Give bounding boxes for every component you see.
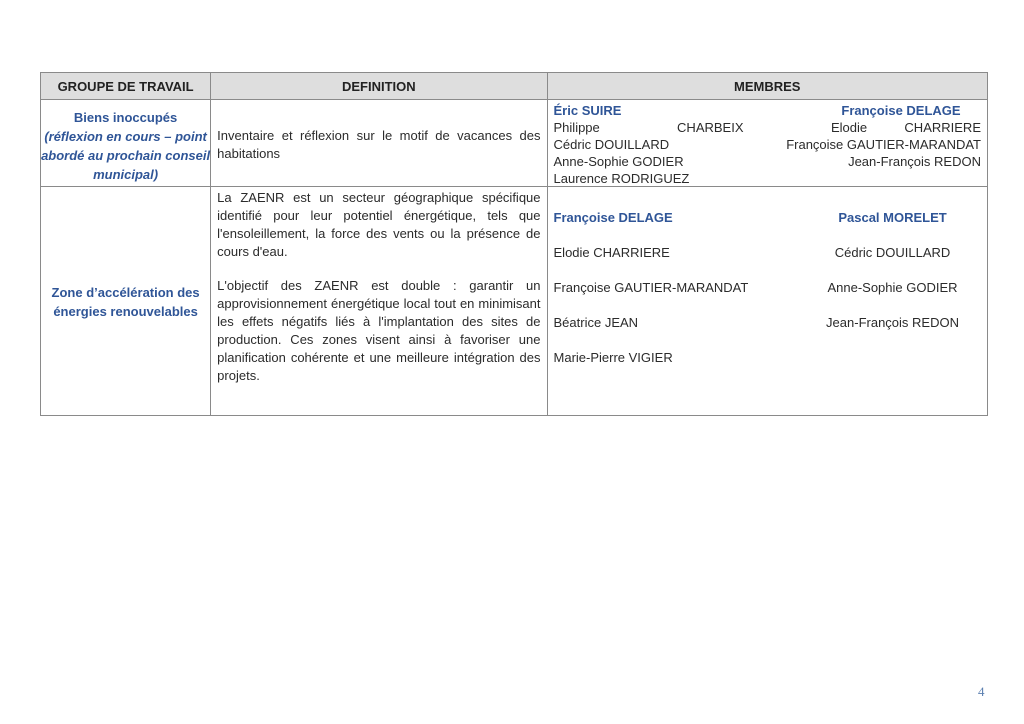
member: Françoise GAUTIER-MARANDAT xyxy=(553,280,749,295)
member: Cédric DOUILLARD xyxy=(834,245,951,260)
member: Françoise GAUTIER-MARANDAT xyxy=(786,137,981,152)
member: Jean-François REDON xyxy=(826,315,959,330)
group-title: Zone d’accélération des énergies renouvelables xyxy=(51,285,200,319)
header-definition: DEFINITION xyxy=(211,73,547,100)
definition-paragraph-2: L'objectif des ZAENR est double : garantir un approvisionnement énergétique local tout en minimisant les effets négatifs liés à l'implantation des sites de production. Ces zones visent ainsi à favoriser une planification cohérente et une meilleure intégration des projets. xyxy=(217,278,541,383)
group-subtitle: (réflexion en cours – point abordé au prochain conseil municipal) xyxy=(41,129,211,182)
page-number: 4 xyxy=(978,684,985,699)
table-row xyxy=(41,187,988,416)
member: Anne-Sophie GODIER xyxy=(827,280,958,295)
member xyxy=(554,119,744,136)
member-lead: Pascal MORELET xyxy=(838,210,947,225)
table-header-row xyxy=(41,73,988,100)
member: Béatrice JEAN xyxy=(553,315,639,330)
member: Cédric DOUILLARD xyxy=(553,137,670,152)
member-lead: Éric SUIRE xyxy=(553,103,622,118)
members-cell xyxy=(547,100,987,187)
definition-paragraph-1: La ZAENR est un secteur géographique spécifique identifié pour leur potentiel énergétique, tels que l'ensoleillement, la force des vents ou la présence de cours d'eau. xyxy=(217,190,541,259)
header-groupe: GROUPE DE TRAVAIL xyxy=(41,73,211,100)
member-first: Philippe xyxy=(553,120,600,135)
working-groups-table xyxy=(40,72,988,416)
member-last: CHARRIERE xyxy=(904,120,981,135)
definition-cell xyxy=(211,187,547,416)
members-cell xyxy=(547,187,987,416)
member xyxy=(781,119,981,136)
members-left-column xyxy=(554,209,774,384)
group-title: Biens inoccupés xyxy=(73,110,178,125)
group-cell xyxy=(41,187,211,416)
member-lead: Françoise DELAGE xyxy=(841,103,961,118)
member: Marie-Pierre VIGIER xyxy=(553,350,673,365)
definition-text: Inventaire et réflexion sur le motif de vacances des habitations xyxy=(217,128,541,161)
members-right-column xyxy=(803,209,983,349)
member-lead: Françoise DELAGE xyxy=(553,210,673,225)
member: Anne-Sophie GODIER xyxy=(553,154,684,169)
member: Jean-François REDON xyxy=(848,154,981,169)
group-cell xyxy=(41,100,211,187)
table-row xyxy=(41,100,988,187)
header-membres: MEMBRES xyxy=(547,73,987,100)
member: Elodie CHARRIERE xyxy=(553,245,670,260)
definition-cell xyxy=(211,100,547,187)
member-last: CHARBEIX xyxy=(677,120,744,135)
members-left-column xyxy=(554,102,744,187)
member-first: Elodie xyxy=(831,120,868,135)
members-right-column xyxy=(781,102,981,170)
member: Laurence RODRIGUEZ xyxy=(553,171,690,186)
